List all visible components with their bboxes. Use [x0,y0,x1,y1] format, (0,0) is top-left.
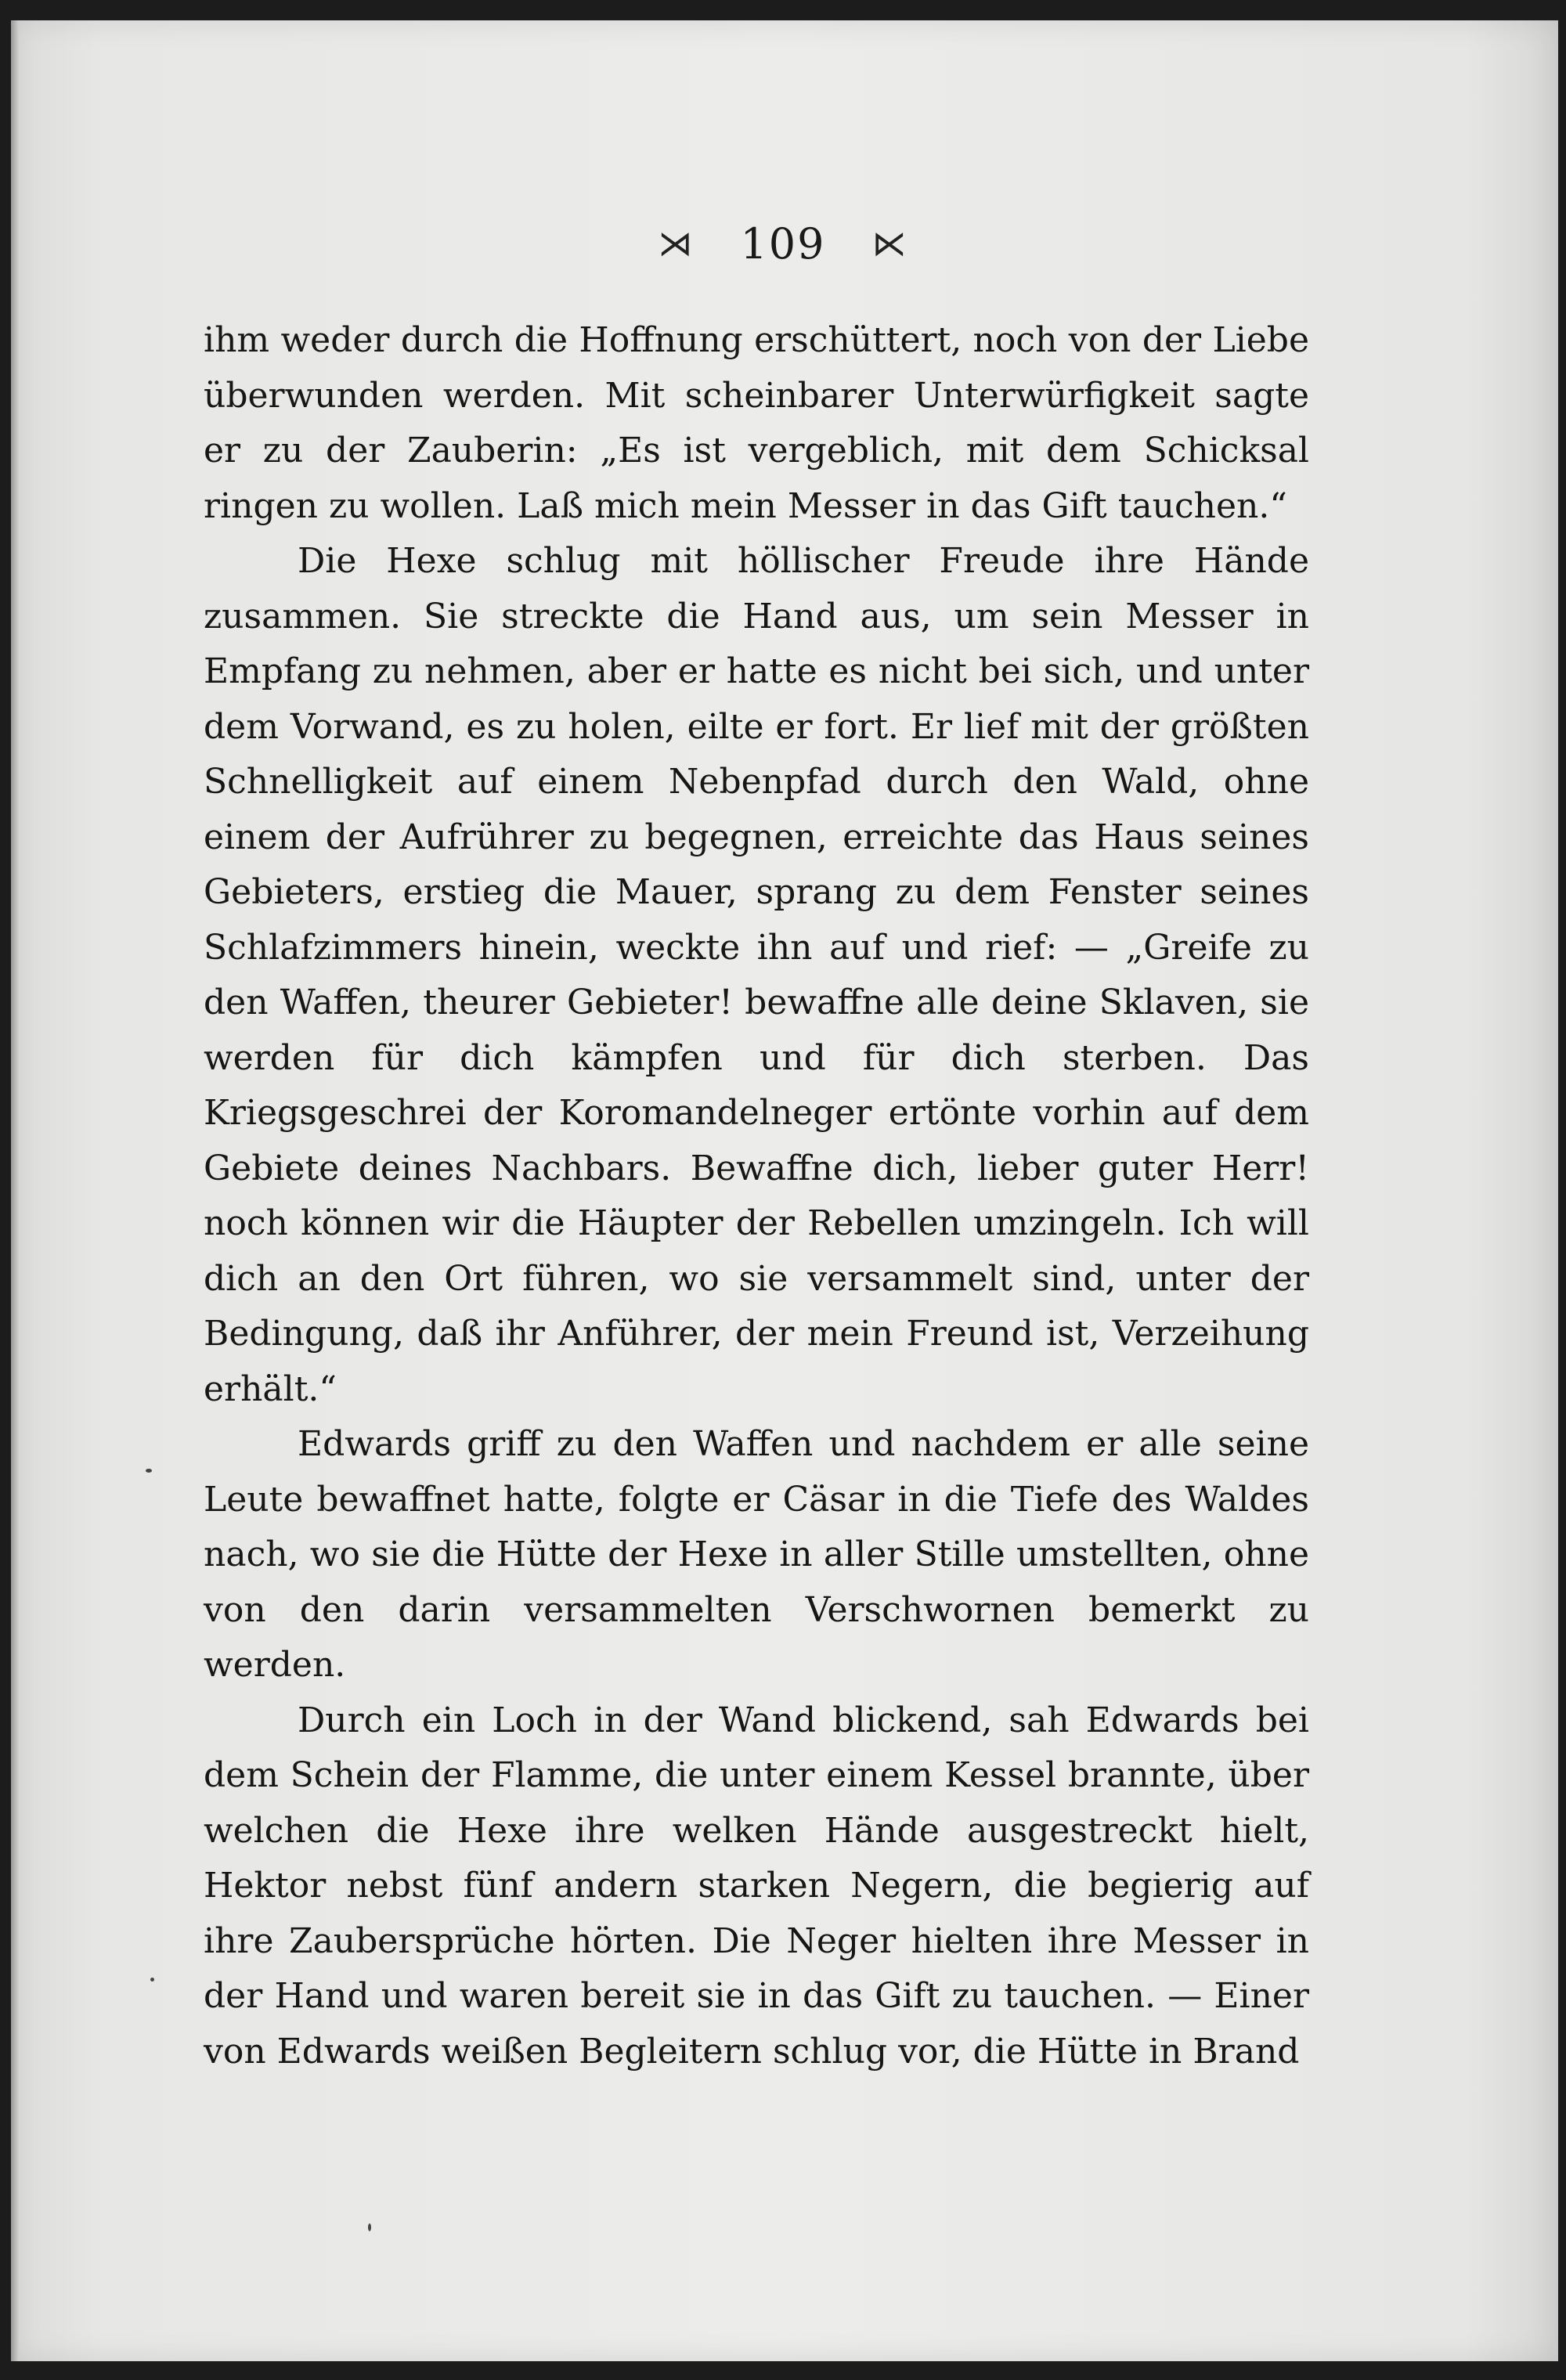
page-number: 109 [740,219,826,269]
paragraph: Die Hexe schlug mit höllischer Freude ihre Hände zusammen. Sie streckte die Hand aus, um sein Messer in Empfang zu nehmen, aber er hatte es nicht bei sich, und unter dem Vorwand, es zu holen, eilte er fort. Er lief mit der größten Schnelligkeit auf einem Nebenpfad durch den Wald, ohne einem der Aufrührer zu begegnen, erreichte das Haus seines Gebieters, erstieg die Mauer, sprang zu dem Fenster seines Schlafzimmers hinein, weckte ihn auf und rief: — „Greife zu den Waffen, theurer Gebieter! bewaffne alle deine Sklaven, sie werden für dich kämpfen und für dich sterben. Das Kriegsgeschrei der Koromandelneger ertönte vorhin auf dem Gebiete deines Nachbars. Bewaffne dich, lieber guter Herr! noch können wir die Häupter der Rebellen umzingeln. Ich will dich an den Ort führen, wo sie versammelt sind, unter der Bedingung, daß ihr Anführer, der mein Freund ist, Verzeihung erhält.“ [204,541,1309,1409]
scan-speck [150,1978,154,1982]
ornament-right-icon: ⋉ [871,224,908,264]
page-gutter-edge [11,20,19,2361]
scan-speck [146,1469,152,1473]
paragraph-continuation: ihm weder durch die Hoffnung erschüttert, noch von der Liebe überwunden werden. Mit scheinbarer Unterwürfigkeit sagte er zu der Zauberin: „Es ist vergeblich, mit dem Schicksal ringen zu wollen. Laß mich mein Messer in das Gift tauchen.“ [204,320,1309,526]
page-header [0,219,1566,269]
paragraph: Durch ein Loch in der Wand blickend, sah Edwards bei dem Schein der Flamme, die unter einem Kessel brannte, über welchen die Hexe ihre welken Hände ausgestreckt hielt, Hektor nebst fünf andern starken Negern, die begierig auf ihre Zaubersprüche hörten. Die Neger hielten ihre Messer in der Hand und waren bereit sie in das Gift zu tauchen. — Einer von Edwards weißen Begleitern schlug vor, die Hütte in Brand [204,1700,1309,2072]
body-text [204,313,1309,2079]
ornament-left-icon: ⋊ [658,224,695,264]
scan-speck [368,2223,371,2231]
paragraph: Edwards griff zu den Waffen und nachdem er alle seine Leute bewaffnet hatte, folgte er Cäsar in die Tiefe des Waldes nach, wo sie die Hütte der Hexe in aller Stille umstellten, ohne von den darin versammelten Verschwornen bemerkt zu werden. [204,1424,1309,1685]
